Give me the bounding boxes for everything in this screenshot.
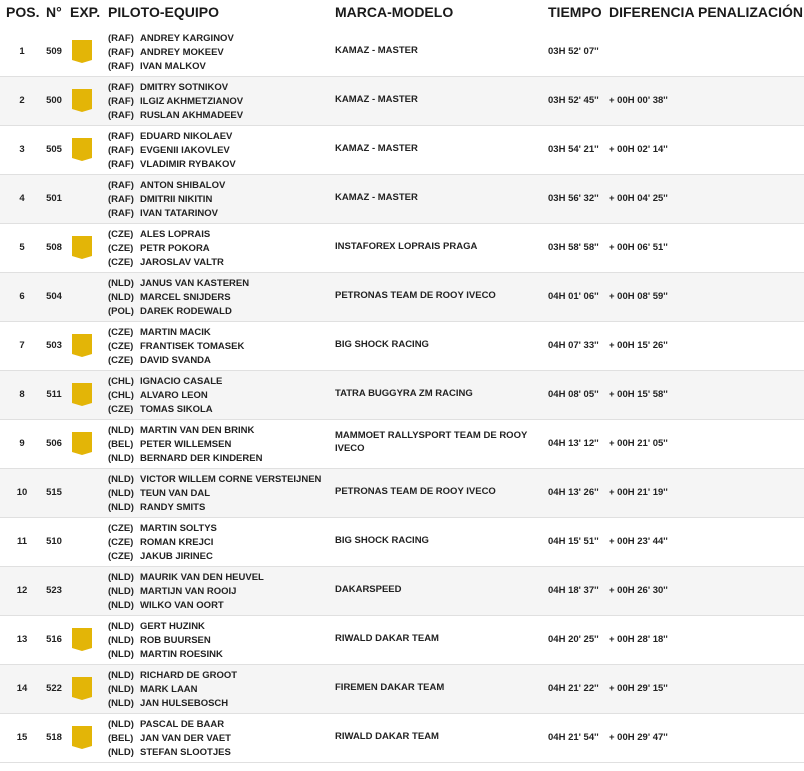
position-cell: 11 <box>16 536 28 547</box>
crew-cell <box>108 228 224 269</box>
position-cell: 6 <box>19 291 25 302</box>
crew-member <box>108 697 237 711</box>
table-row[interactable] <box>0 175 804 224</box>
experience-badge-icon <box>72 334 92 357</box>
crew-member-name[interactable]: DAVID SVANDA <box>140 354 211 366</box>
difference-cell: + 00H 21' 05'' <box>609 438 668 449</box>
nationality-code: (RAF) <box>108 180 134 191</box>
crew-member <box>108 291 249 305</box>
crew-member-name[interactable]: VLADIMIR RYBAKOV <box>140 158 236 170</box>
crew-member <box>108 179 225 193</box>
crew-member-name[interactable]: TOMAS SIKOLA <box>140 403 213 415</box>
crew-member-name[interactable]: JANUS VAN KASTEREN <box>140 278 250 289</box>
crew-member <box>108 46 234 60</box>
team-cell[interactable]: BIG SHOCK RACING <box>335 339 429 350</box>
nationality-code: (RAF) <box>108 144 134 156</box>
nationality-code: (RAF) <box>108 60 134 72</box>
crew-member-name[interactable]: PETR POKORA <box>140 242 210 254</box>
crew-member <box>108 158 236 172</box>
crew-member <box>108 256 224 270</box>
crew-member-name[interactable]: IVAN TATARINOV <box>140 207 218 219</box>
table-header <box>0 0 804 28</box>
position-cell: 10 <box>16 487 28 498</box>
nationality-code: (NLD) <box>108 474 134 485</box>
race-number-cell: 522 <box>46 683 62 694</box>
position-cell: 4 <box>19 193 25 204</box>
nationality-code: (NLD) <box>108 621 134 632</box>
crew-member-name[interactable]: ANDREY MOKEEV <box>140 46 224 58</box>
crew-member <box>108 389 222 403</box>
position-cell: 7 <box>19 340 25 351</box>
race-number-cell: 505 <box>46 144 62 155</box>
nationality-code: (CZE) <box>108 256 134 268</box>
nationality-code: (NLD) <box>108 572 134 583</box>
crew-member <box>108 746 231 760</box>
crew-cell <box>108 277 249 318</box>
table-row[interactable] <box>0 322 804 371</box>
crew-member-name[interactable]: JAN VAN DER VAET <box>140 732 231 744</box>
nationality-code: (NLD) <box>108 719 134 730</box>
experience-badge-icon <box>72 89 92 112</box>
crew-member <box>108 130 236 144</box>
team-cell[interactable]: TATRA BUGGYRA ZM RACING <box>335 388 473 399</box>
difference-cell: + 00H 15' 58'' <box>609 389 668 400</box>
team-cell[interactable]: FIREMEN DAKAR TEAM <box>335 682 445 693</box>
crew-member <box>108 144 236 158</box>
time-cell: 04H 08' 05'' <box>548 389 599 400</box>
time-cell: 03H 54' 21'' <box>548 144 599 155</box>
crew-member <box>108 550 217 564</box>
crew-cell <box>108 522 217 563</box>
team-cell[interactable]: PETRONAS TEAM DE ROOY IVECO <box>335 486 496 497</box>
crew-member-name[interactable]: DMITRY SOTNIKOV <box>140 82 229 93</box>
crew-member-name[interactable]: MARTIN ROESINK <box>140 648 223 660</box>
nationality-code: (CZE) <box>108 536 134 548</box>
race-number-cell: 500 <box>46 95 62 106</box>
table-row[interactable] <box>0 224 804 273</box>
difference-cell: + 00H 08' 59'' <box>609 291 668 302</box>
race-number-cell: 515 <box>46 487 62 498</box>
crew-member-name[interactable]: ALVARO LEON <box>140 389 208 401</box>
crew-member-name[interactable]: ROB BUURSEN <box>140 634 211 646</box>
crew-member-name[interactable]: STEFAN SLOOTJES <box>140 746 231 758</box>
crew-member-name[interactable]: MARK LAAN <box>140 683 198 695</box>
crew-member <box>108 354 244 368</box>
time-cell: 03H 58' 58'' <box>548 242 599 253</box>
crew-cell <box>108 179 225 220</box>
difference-cell: + 00H 00' 38'' <box>609 95 668 106</box>
crew-member-name[interactable]: DAREK RODEWALD <box>140 305 232 317</box>
crew-member-name[interactable]: MARTIJN VAN ROOIJ <box>140 585 237 597</box>
crew-member <box>108 634 223 648</box>
crew-member <box>108 473 321 487</box>
crew-member <box>108 326 244 340</box>
race-number-cell: 509 <box>46 46 62 57</box>
crew-member-name[interactable]: ILGIZ AKHMETZIANOV <box>140 95 244 107</box>
crew-cell <box>108 473 321 514</box>
table-row[interactable] <box>0 28 804 77</box>
crew-member <box>108 571 264 585</box>
nationality-code: (POL) <box>108 305 134 317</box>
time-cell: 04H 20' 25'' <box>548 634 599 645</box>
crew-cell <box>108 424 262 465</box>
difference-cell: + 00H 29' 15'' <box>609 683 668 694</box>
position-cell: 13 <box>16 634 28 645</box>
header-exp[interactable]: EXP. <box>70 4 101 20</box>
time-cell: 03H 52' 07'' <box>548 46 599 57</box>
crew-member <box>108 718 231 732</box>
difference-cell: + 00H 15' 26'' <box>609 340 668 351</box>
crew-cell <box>108 669 237 710</box>
position-cell: 5 <box>19 242 25 253</box>
race-number-cell: 518 <box>46 732 62 743</box>
nationality-code: (RAF) <box>108 95 134 107</box>
table-row[interactable] <box>0 420 804 469</box>
experience-badge-icon <box>72 726 92 749</box>
crew-member <box>108 522 217 536</box>
crew-member <box>108 193 225 207</box>
crew-member <box>108 683 237 697</box>
table-row[interactable] <box>0 714 804 763</box>
crew-member-name[interactable]: DMITRII NIKITIN <box>140 193 213 205</box>
position-cell: 9 <box>19 438 25 449</box>
crew-member-name[interactable]: MARTIN VAN DEN BRINK <box>140 425 255 436</box>
crew-member-name[interactable]: GERT HUZINK <box>140 621 205 632</box>
crew-member-name[interactable]: ANTON SHIBALOV <box>140 180 226 191</box>
crew-member <box>108 648 223 662</box>
time-cell: 04H 21' 54'' <box>548 732 599 743</box>
crew-cell <box>108 81 243 122</box>
nationality-code: (RAF) <box>108 46 134 58</box>
nationality-code: (CZE) <box>108 229 134 240</box>
difference-cell: + 00H 02' 14'' <box>609 144 668 155</box>
position-cell: 8 <box>19 389 25 400</box>
nationality-code: (NLD) <box>108 291 134 303</box>
time-cell: 04H 13' 26'' <box>548 487 599 498</box>
team-cell[interactable]: KAMAZ - MASTER <box>335 94 418 105</box>
crew-member-name[interactable]: IVAN MALKOV <box>140 60 206 72</box>
crew-member-name[interactable]: EVGENII IAKOVLEV <box>140 144 230 156</box>
table-row[interactable] <box>0 371 804 420</box>
nationality-code: (RAF) <box>108 207 134 219</box>
nationality-code: (BEL) <box>108 438 134 450</box>
table-row[interactable] <box>0 567 804 616</box>
difference-cell: + 00H 28' 18'' <box>609 634 668 645</box>
crew-member <box>108 536 217 550</box>
nationality-code: (RAF) <box>108 193 134 205</box>
crew-member <box>108 732 231 746</box>
crew-member <box>108 305 249 319</box>
position-cell: 14 <box>16 683 28 694</box>
crew-member-name[interactable]: ROMAN KREJCI <box>140 536 214 548</box>
crew-member-name[interactable]: WILKO VAN OORT <box>140 599 224 611</box>
experience-badge-icon <box>72 432 92 455</box>
crew-member-name[interactable]: ANDREY KARGINOV <box>140 33 234 44</box>
crew-cell <box>108 32 234 73</box>
header-diff[interactable]: DIFERENCIA <box>609 4 695 20</box>
time-cell: 04H 15' 51'' <box>548 536 599 547</box>
time-cell: 04H 21' 22'' <box>548 683 599 694</box>
time-cell: 03H 52' 45'' <box>548 95 599 106</box>
crew-member-name[interactable]: VICTOR WILLEM CORNE VERSTEIJNEN <box>140 474 322 485</box>
crew-member-name[interactable]: BERNARD DER KINDEREN <box>140 452 263 464</box>
crew-member <box>108 375 222 389</box>
crew-member-name[interactable]: FRANTISEK TOMASEK <box>140 340 245 352</box>
race-number-cell: 506 <box>46 438 62 449</box>
race-number-cell: 511 <box>46 389 62 400</box>
time-cell: 03H 56' 32'' <box>548 193 599 204</box>
time-cell: 04H 18' 37'' <box>548 585 599 596</box>
nationality-code: (NLD) <box>108 452 134 464</box>
table-row[interactable] <box>0 469 804 518</box>
nationality-code: (RAF) <box>108 109 134 121</box>
crew-member-name[interactable]: RUSLAN AKHMADEEV <box>140 109 244 121</box>
team-cell[interactable]: PETRONAS TEAM DE ROOY IVECO <box>335 290 496 301</box>
crew-member-name[interactable]: JAN HULSEBOSCH <box>140 697 229 709</box>
table-row[interactable] <box>0 518 804 567</box>
nationality-code: (CZE) <box>108 354 134 366</box>
crew-member <box>108 452 262 466</box>
header-num[interactable]: N° <box>46 4 62 20</box>
crew-member-name[interactable]: RANDY SMITS <box>140 501 206 513</box>
crew-cell <box>108 571 264 612</box>
difference-cell: + 00H 06' 51'' <box>609 242 668 253</box>
crew-member <box>108 424 262 438</box>
nationality-code: (CZE) <box>108 327 134 338</box>
race-number-cell: 508 <box>46 242 62 253</box>
crew-member <box>108 109 243 123</box>
experience-badge-icon <box>72 628 92 651</box>
header-time[interactable]: TIEMPO <box>548 4 602 20</box>
nationality-code: (BEL) <box>108 732 134 744</box>
nationality-code: (NLD) <box>108 746 134 758</box>
crew-member <box>108 242 224 256</box>
team-cell[interactable]: BIG SHOCK RACING <box>335 535 429 546</box>
nationality-code: (RAF) <box>108 82 134 93</box>
nationality-code: (CZE) <box>108 340 134 352</box>
race-number-cell: 510 <box>46 536 62 547</box>
nationality-code: (NLD) <box>108 585 134 597</box>
crew-member-name[interactable]: RICHARD DE GROOT <box>140 670 238 681</box>
crew-cell <box>108 375 222 416</box>
time-cell: 04H 07' 33'' <box>548 340 599 351</box>
team-cell[interactable]: INSTAFOREX LOPRAIS PRAGA <box>335 241 478 252</box>
nationality-code: (NLD) <box>108 670 134 681</box>
nationality-code: (RAF) <box>108 33 134 44</box>
crew-cell <box>108 620 223 661</box>
experience-badge-icon <box>72 138 92 161</box>
nationality-code: (CZE) <box>108 242 134 254</box>
difference-cell: + 00H 26' 30'' <box>609 585 668 596</box>
race-number-cell: 523 <box>46 585 62 596</box>
nationality-code: (CZE) <box>108 523 134 534</box>
crew-member <box>108 60 234 74</box>
position-cell: 3 <box>19 144 25 155</box>
experience-badge-icon <box>72 677 92 700</box>
experience-badge-icon <box>72 40 92 63</box>
header-pos[interactable]: POS. <box>6 4 40 20</box>
nationality-code: (RAF) <box>108 158 134 170</box>
crew-member <box>108 438 262 452</box>
race-number-cell: 503 <box>46 340 62 351</box>
experience-badge-icon <box>72 383 92 406</box>
nationality-code: (CZE) <box>108 403 134 415</box>
crew-member-name[interactable]: TEUN VAN DAL <box>140 487 211 499</box>
nationality-code: (RAF) <box>108 131 134 142</box>
difference-cell: + 00H 04' 25'' <box>609 193 668 204</box>
nationality-code: (NLD) <box>108 697 134 709</box>
team-cell[interactable]: KAMAZ - MASTER <box>335 143 418 154</box>
nationality-code: (NLD) <box>108 487 134 499</box>
time-cell: 04H 01' 06'' <box>548 291 599 302</box>
crew-member-name[interactable]: MARTIN SOLTYS <box>140 523 217 534</box>
crew-member <box>108 277 249 291</box>
nationality-code: (NLD) <box>108 648 134 660</box>
crew-member <box>108 501 321 515</box>
crew-cell <box>108 718 231 759</box>
team-cell[interactable]: MAMMOET RALLYSPORT TEAM DE ROOY IVECO <box>335 430 528 454</box>
crew-member <box>108 228 224 242</box>
crew-member-name[interactable]: MARCEL SNIJDERS <box>140 291 231 303</box>
crew-member-name[interactable]: IGNACIO CASALE <box>140 376 223 387</box>
race-number-cell: 501 <box>46 193 62 204</box>
results-table <box>0 28 804 763</box>
difference-cell: + 00H 21' 19'' <box>609 487 668 498</box>
nationality-code: (CHL) <box>108 389 134 401</box>
crew-member-name[interactable]: PASCAL DE BAAR <box>140 719 225 730</box>
crew-cell <box>108 130 236 171</box>
crew-member <box>108 32 234 46</box>
nationality-code: (NLD) <box>108 683 134 695</box>
nationality-code: (NLD) <box>108 278 134 289</box>
team-cell[interactable]: KAMAZ - MASTER <box>335 45 418 56</box>
crew-member-name[interactable]: JAKUB JIRINEC <box>140 550 213 562</box>
position-cell: 2 <box>19 95 25 106</box>
team-cell[interactable]: DAKARSPEED <box>335 584 402 595</box>
table-row[interactable] <box>0 77 804 126</box>
table-row[interactable] <box>0 665 804 714</box>
crew-member-name[interactable]: EDUARD NIKOLAEV <box>140 131 233 142</box>
crew-member-name[interactable]: PETER WILLEMSEN <box>140 438 232 450</box>
crew-member <box>108 599 264 613</box>
crew-member <box>108 207 225 221</box>
nationality-code: (CHL) <box>108 376 134 387</box>
header-penalty[interactable]: PENALIZACIÓN <box>698 4 803 20</box>
table-row[interactable] <box>0 126 804 175</box>
nationality-code: (NLD) <box>108 634 134 646</box>
header-crew[interactable]: PILOTO-EQUIPO <box>108 4 219 20</box>
team-cell[interactable]: RIWALD DAKAR TEAM <box>335 731 439 742</box>
position-cell: 1 <box>19 46 25 57</box>
crew-member <box>108 585 264 599</box>
team-cell[interactable]: KAMAZ - MASTER <box>335 192 418 203</box>
race-number-cell: 504 <box>46 291 62 302</box>
crew-member <box>108 403 222 417</box>
crew-member-name[interactable]: MAURIK VAN DEN HEUVEL <box>140 572 264 583</box>
nationality-code: (NLD) <box>108 501 134 513</box>
crew-member <box>108 95 243 109</box>
crew-member <box>108 669 237 683</box>
table-row[interactable] <box>0 273 804 322</box>
crew-cell <box>108 326 244 367</box>
time-cell: 04H 13' 12'' <box>548 438 599 449</box>
difference-cell: + 00H 29' 47'' <box>609 732 668 743</box>
position-cell: 15 <box>16 732 28 743</box>
nationality-code: (NLD) <box>108 425 134 436</box>
nationality-code: (NLD) <box>108 599 134 611</box>
crew-member-name[interactable]: ALES LOPRAIS <box>140 229 211 240</box>
crew-member <box>108 81 243 95</box>
table-row[interactable] <box>0 616 804 665</box>
difference-cell: + 00H 23' 44'' <box>609 536 668 547</box>
header-team[interactable]: MARCA-MODELO <box>335 4 454 20</box>
position-cell: 12 <box>16 585 28 596</box>
nationality-code: (CZE) <box>108 550 134 562</box>
race-number-cell: 516 <box>46 634 62 645</box>
experience-badge-icon <box>72 236 92 259</box>
crew-member <box>108 620 223 634</box>
team-cell[interactable]: RIWALD DAKAR TEAM <box>335 633 439 644</box>
crew-member-name[interactable]: MARTIN MACIK <box>140 327 211 338</box>
crew-member-name[interactable]: JAROSLAV VALTR <box>140 256 224 268</box>
crew-member <box>108 487 321 501</box>
crew-member <box>108 340 244 354</box>
